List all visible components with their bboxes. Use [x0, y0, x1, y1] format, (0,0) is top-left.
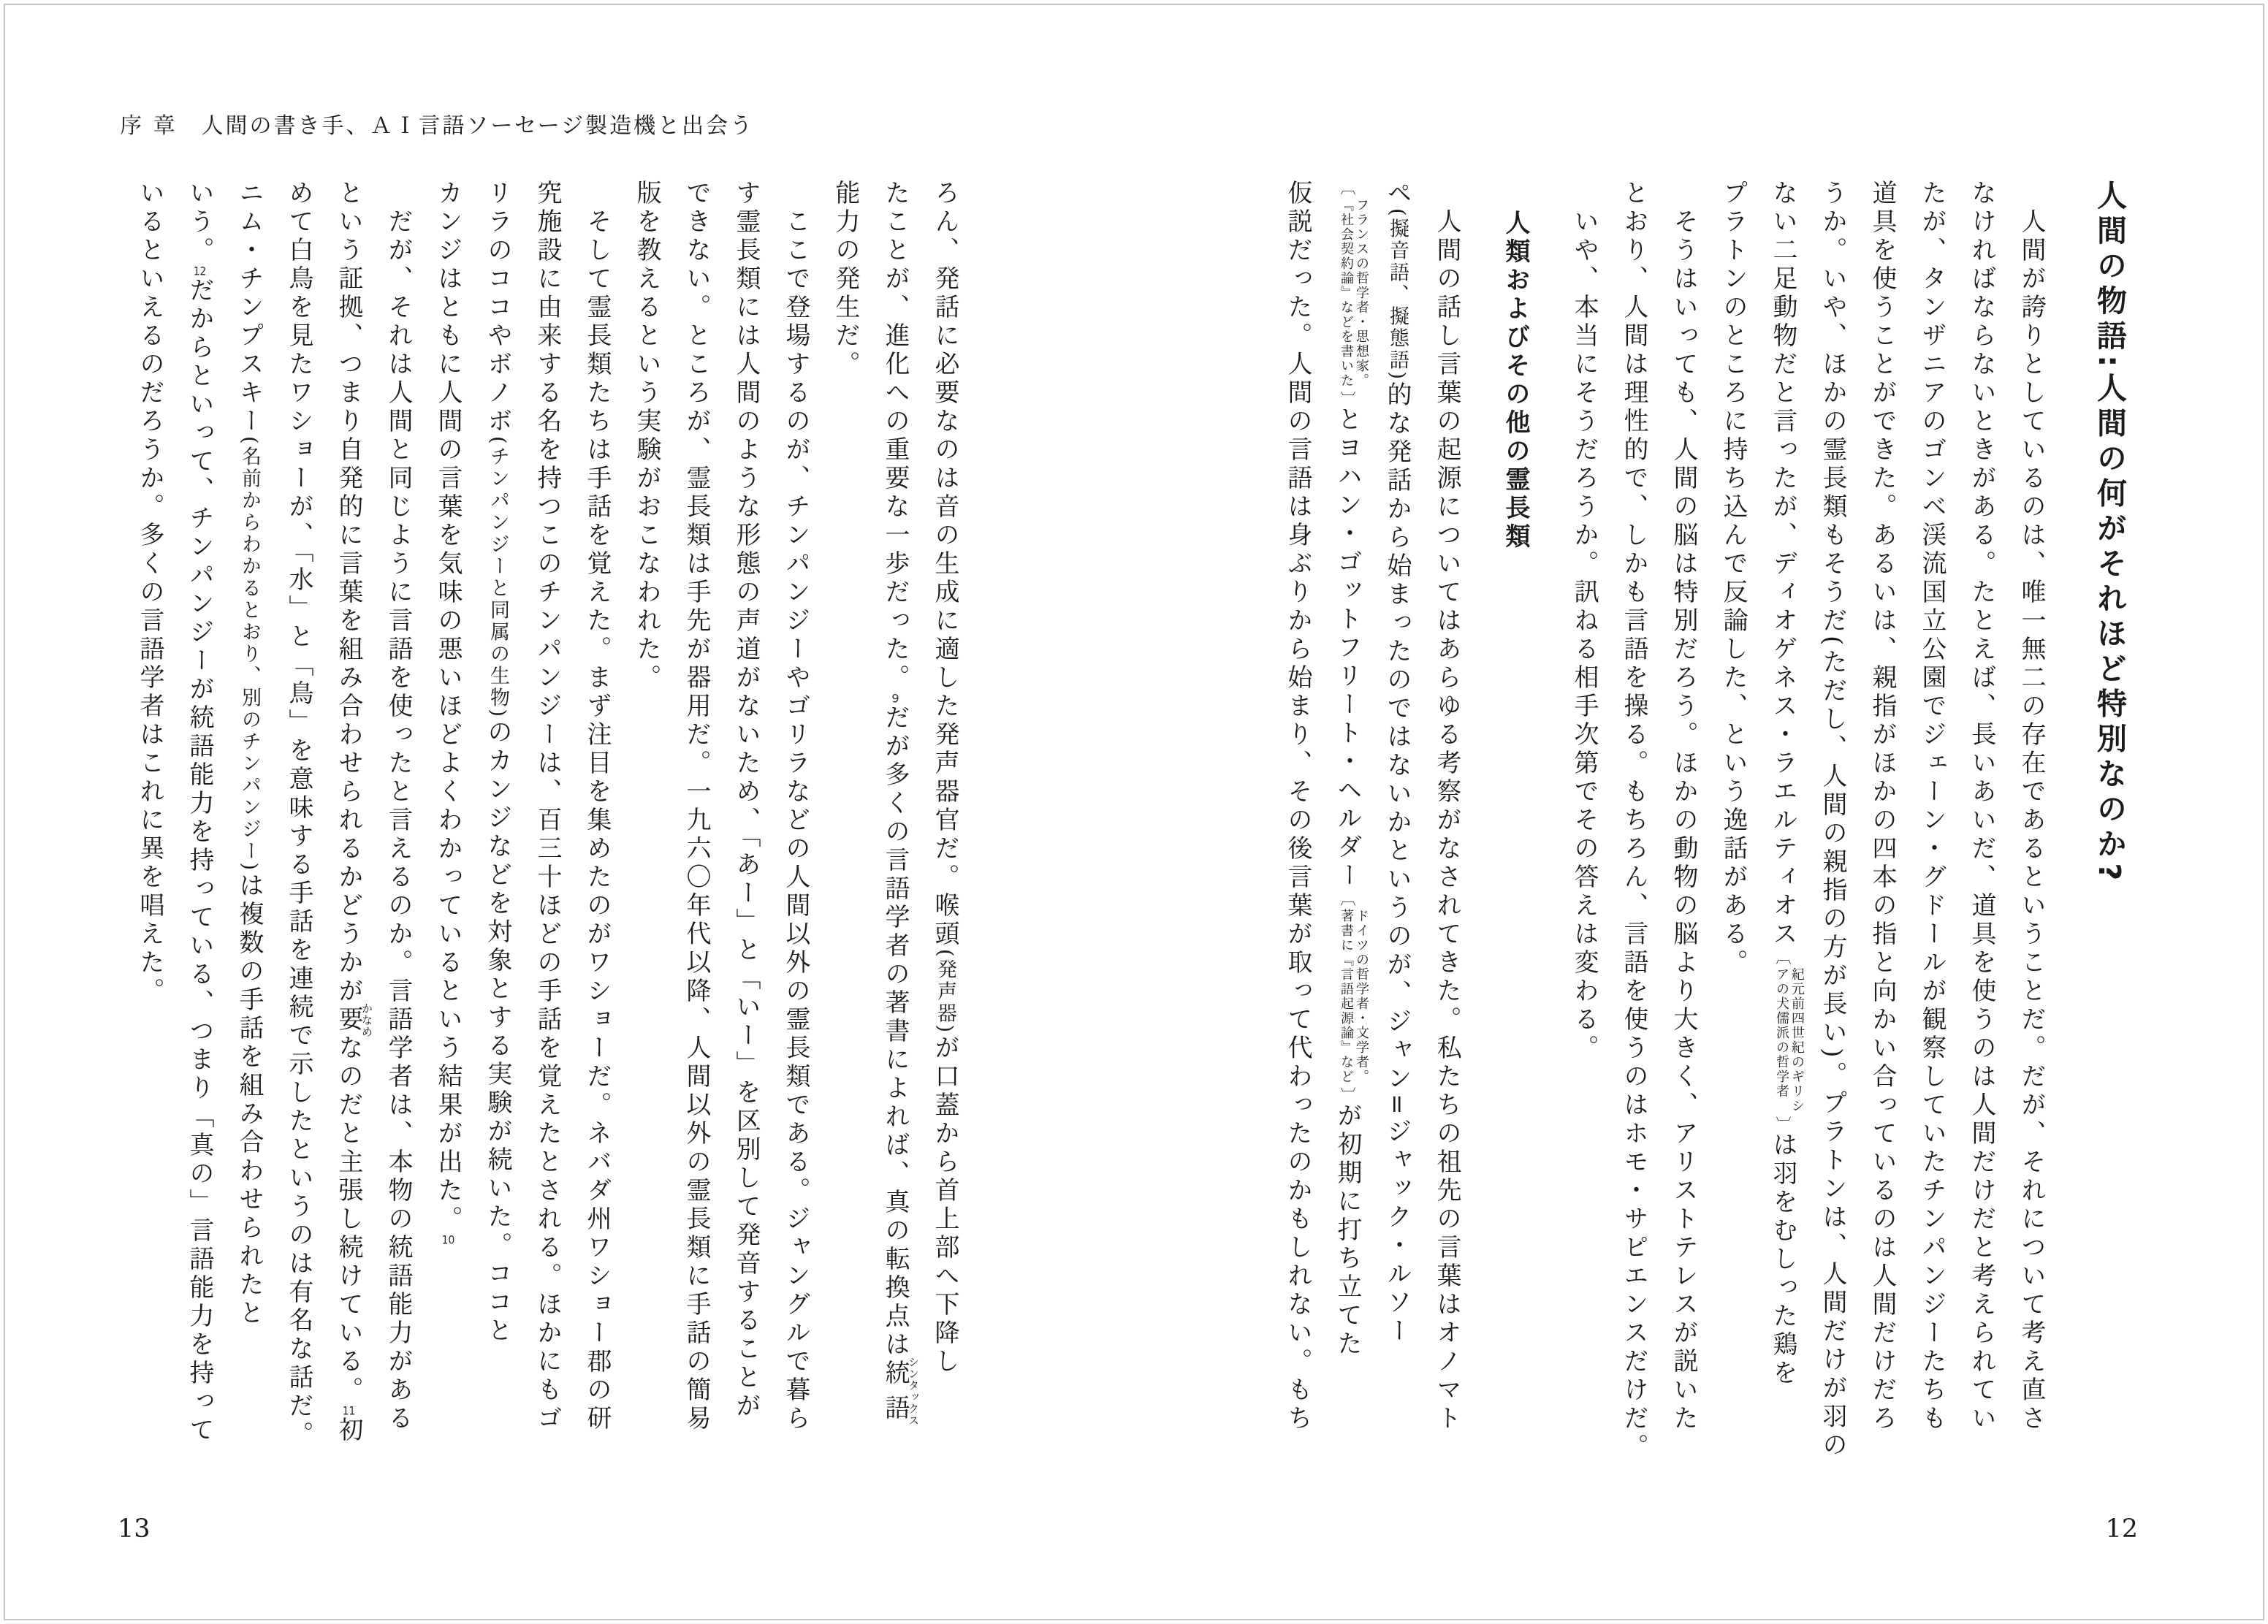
warichu-line: 紀元前四世紀のギリシ	[1789, 967, 1805, 1113]
text-column: リラのココやボノボ(チンパンジーと同属の生物)のカンジなどを対象とする実験が続いた。ココと	[483, 180, 512, 1346]
warichu-note	[1768, 949, 1805, 1132]
text-column: す霊長類には人間のような形態の声道がないため、「あー」と「いー」を区別して発音することが	[731, 180, 761, 1421]
ruby-annotation: 要かなめ	[334, 1002, 373, 1038]
text-column: ここで登場するのが、チンパンジーやゴリラなどの人間以外の霊長類である。ジャングルで暮ら	[781, 180, 810, 1433]
text-column: 人間の話し言葉の起源についてはあらゆる考察がなされてきた。私たちの祖先の言葉はオノマト	[1432, 180, 1461, 1433]
inline-gloss: (擬音語、擬態語)	[1386, 208, 1409, 382]
running-header: 序 章 人間の書き手、ＡＩ言語ソーセージ製造機と出会う	[120, 113, 755, 139]
warichu-note	[1333, 180, 1369, 406]
text-column: プラトンのところに持ち込んで反論した、という逸話がある。	[1719, 180, 1748, 977]
chapter-section-title: 人間の物語:人間の何がそれほど特別なのか?	[2092, 180, 2127, 886]
warichu-body	[1339, 909, 1369, 1084]
text-column: めて白鳥を見たワショーが、「水」と「鳥」を意味する手話を連続で示したというのは有名な話だ。	[284, 180, 313, 1449]
text-column: できない。ところが、霊長類は手先が器用だ。一九六〇年代以降、人間以外の霊長類に手話の簡易	[682, 180, 711, 1433]
text-column: たが、タンザニアのゴンベ渓流国立公園でジェーン・グドールが観察していたチンパンジーたちも	[1917, 180, 1947, 1433]
text-column: とおり、人間は理性的で、しかも言語を操る。もちろん、言語を使うのはホモ・サピエンスだけだ。	[1619, 180, 1648, 1462]
text-column: 能力の発生だ。	[831, 180, 860, 379]
footnote-marker: 11	[342, 1405, 356, 1417]
warichu-line: 『社会契約論』などを書いた	[1339, 198, 1354, 388]
inline-gloss: (チンパンジーと同属の生物)	[487, 436, 509, 720]
footnote-marker: 12	[193, 265, 207, 277]
text-column: 人間が誇りとしているのは、唯一無二の存在であるということだ。だが、それについて考え直さ	[2017, 180, 2046, 1433]
text-column: いるといえるのだろうか。多くの言語学者はこれに異を唱えた。	[135, 180, 164, 1006]
text-column: だが、それは人間と同じように言語を使ったと言えるのか。言語学者は、本物の統語能力がある	[384, 180, 413, 1433]
text-column: カンジはともに人間の言葉を気味の悪いほどよくわかっているという結果が出た。10	[433, 180, 463, 1246]
warichu-close-bracket: 〕	[1339, 391, 1356, 406]
warichu-line: フランスの哲学者・思想家。	[1354, 198, 1369, 388]
warichu-line: ドイツの哲学者・文学者。	[1354, 909, 1369, 1084]
text-column: なければならないときがある。たとえば、長いあいだ、道具を使うのは人間だけだと考えられてい	[1967, 180, 1996, 1433]
warichu-note	[1333, 891, 1369, 1102]
warichu-body	[1774, 967, 1805, 1113]
text-column: ろん、発話に必要なのは音の生成に適した発声器官だ。喉頭(発声器)が口蓋から首上部へ下降し	[930, 180, 959, 1377]
text-column: いう。12だからといって、チンパンジーが統語能力を持っている、つまり「真の」言語能力を持って	[185, 180, 214, 1445]
text-column: ない二足動物だと言ったが、ディオゲネス・ラエルティオス〔 紀元前四世紀のギリシ アの犬儒派の哲学者 〕は羽をむしった鶏を	[1768, 180, 1805, 1388]
text-column: 〔 フランスの哲学者・思想家。 『社会契約論』などを書いた 〕とヨハン・ゴットフリート・ヘルダー〔 ドイツの哲学者・文学者。 著書に『言語起源論』など 〕が初期に打ち立てた	[1333, 180, 1369, 1359]
warichu-close-bracket: 〕	[1774, 1116, 1792, 1132]
text-column: 版を教えるという実験がおこなわれた。	[632, 180, 661, 693]
book-spread	[4, 4, 2264, 1620]
warichu-open-bracket: 〔	[1774, 949, 1792, 964]
text-column: たことが、進化への重要な一歩だった。9だが多くの言語学者の著書によれば、真の転換点は統語シンタックス	[880, 180, 920, 1427]
text-column: 究施設に由来する名を持つこのチンパンジーは、百三十ほどの手話を覚えたとされる。ほかにもゴ	[533, 180, 562, 1433]
text-column: そして霊長類たちは手話を覚えた。まず注目を集めたのがワショーだ。ネバダ州ワショー郡の研	[582, 180, 612, 1433]
warichu-open-bracket: 〔	[1339, 180, 1356, 195]
footnote-marker: 9	[891, 693, 899, 704]
warichu-body	[1339, 198, 1369, 388]
page-right-text	[1273, 180, 2136, 1517]
ruby-annotation: 統語シンタックス	[880, 1356, 920, 1427]
text-column: うか。いや、ほかの霊長類もそうだ(ただし、人間の親指の方が長い)。プラトンは、人間だけが羽の	[1818, 180, 1847, 1460]
page-left-text	[125, 180, 970, 1517]
text-column: という証拠、つまり自発的に言葉を組み合わせられるかどうかが要かなめなのだと主張し続けている。11初	[334, 180, 373, 1445]
text-column: そうはいっても、人間の脳は特別だろう。ほかの動物の脳より大きく、アリストテレスが説いた	[1669, 180, 1698, 1433]
text-column: 仮説だった。人間の言語は身ぶりから始まり、その後言葉が取って代わったのかもしれない。もち	[1283, 180, 1312, 1433]
page-number-left: 13	[118, 1514, 151, 1544]
inline-gloss: (発声器)	[934, 949, 956, 1035]
text-column: ペ(擬音語、擬態語)的な発話から始まったのではないかというのが、ジャン=ジャック・ルソー	[1382, 180, 1412, 1346]
text-column: 道具を使うことができた。あるいは、親指がほかの四本の指と向かい合っているのは人間だけだろ	[1868, 180, 1897, 1433]
section-heading: 人類およびその他の霊長類	[1501, 210, 1530, 552]
inline-gloss: (名前からわかるとおり、別のチンパンジー)	[238, 436, 261, 873]
warichu-line: 著書に『言語起源論』など	[1339, 909, 1354, 1084]
footnote-marker: 10	[441, 1234, 455, 1246]
warichu-open-bracket: 〔	[1339, 891, 1356, 906]
text-column: いや、本当にそうだろうか。訊ねる相手次第でその答えは変わる。	[1569, 180, 1599, 1063]
warichu-line: アの犬儒派の哲学者	[1774, 967, 1789, 1099]
warichu-close-bracket: 〕	[1339, 1087, 1356, 1102]
page-number-right: 12	[2105, 1514, 2138, 1544]
text-column: ニム・チンプスキー(名前からわかるとおり、別のチンパンジー)は複数の手話を組み合わせられたと	[235, 180, 264, 1329]
